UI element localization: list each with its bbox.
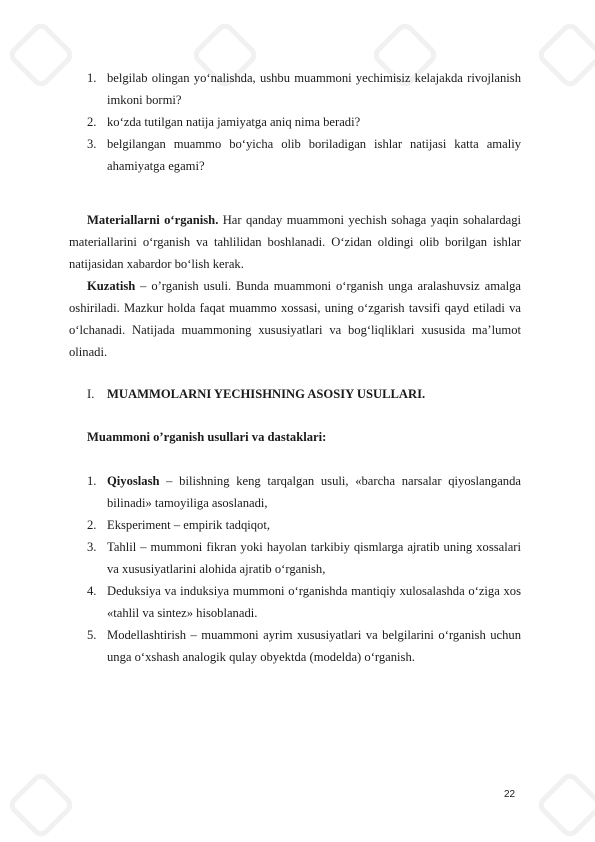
paragraph-lead: Materiallarni o‘rganish. [87, 213, 219, 227]
paragraph-materials: Materiallarni o‘rganish. Har qanday muammoni yechish sohaga yaqin sohalardagi materiallarini o‘rganish va tahlilidan boshlanadi. O‘zidan oldingi olib borilgan ishlar natijasidan xabardor bo‘lish kerak. [69, 213, 521, 271]
watermark-shape [535, 770, 595, 841]
list-item: 1. belgilab olingan yo‘nalishda, ushbu muammoni yechimisiz kelajakda rivojlanish imkoni bormi? [87, 71, 521, 107]
list-item: 4. Deduksiya va induksiya mummoni o‘rganishda mantiqiy xulosalashda o‘ziga xos «tahlil va sintez» hisoblanadi. [87, 584, 521, 620]
list-item: 5. Modellashtirish – muammoni ayrim xususiyatlari va belgilarini o‘rganish uchun unga o‘xshash analogik qulay obyektda (modelda) o‘rganish. [87, 628, 521, 664]
section-heading: I. MUAMMOLARNI YECHISHNING ASOSIY USULLARI. [87, 387, 426, 401]
subheading: Muammoni o’rganish usullari va dastaklari: [87, 430, 327, 444]
list-item: 2. Eksperiment – empirik tadqiqot, [87, 518, 270, 532]
question-list [87, 67, 521, 177]
paragraph-lead: Kuzatish [87, 279, 136, 293]
page-number: 22 [504, 789, 516, 800]
list-item: 3. belgilangan muammo bo‘yicha olib boriladigan ishlar natijasi katta amaliy ahamiyatga egami? [87, 137, 521, 173]
list-item: 3. Tahlil – mummoni fikran yoki hayolan tarkibiy qismlarga ajratib uning xossalari va xususiyatlarini alohida ajratib o‘rganish, [87, 540, 521, 576]
watermark-shape [6, 770, 77, 841]
watermark-shape [6, 20, 77, 91]
watermark-shape [535, 20, 595, 91]
methods-list [87, 470, 521, 668]
list-item: 2. ko‘zda tutilgan natija jamiyatga aniq nima beradi? [87, 115, 361, 129]
paragraph-observation: Kuzatish – o’rganish usuli. Bunda muammoni o‘rganish unga aralashuvsiz amalga oshiriladi. Mazkur holda faqat muammo xossasi, uning o‘zgarish tavsifi qayd etiladi va o‘lchanadi. Natijada muammoning xususiyatlari va bog‘liqliklari xususida ma’lumot olinadi. [69, 279, 521, 359]
list-item: 1. Qiyoslash – bilishning keng tarqalgan usuli, «barcha narsalar qiyoslanganda bilinadi» tamoyiliga asoslanadi, [87, 474, 521, 510]
